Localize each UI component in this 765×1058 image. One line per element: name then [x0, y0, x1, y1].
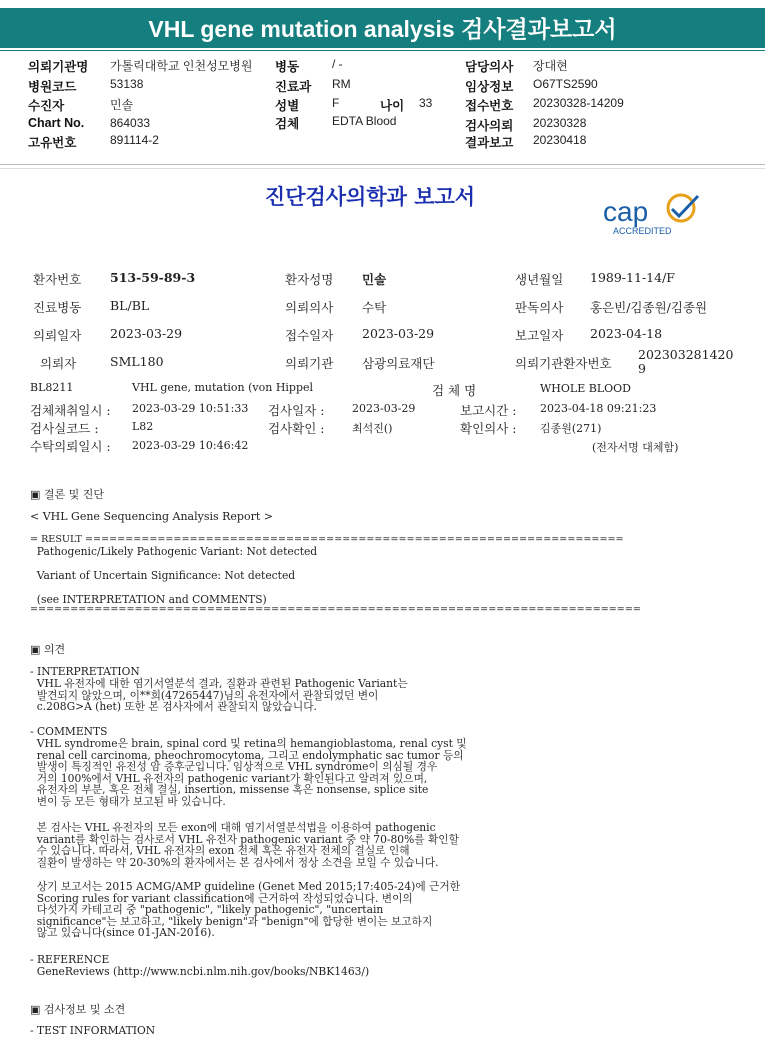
specimen-name-label: 검 체 명	[432, 383, 477, 398]
collected-value: 2023-03-29 10:51:33	[132, 402, 249, 415]
ward-value: / -	[332, 57, 343, 71]
comments-line: 변이 등 모든 형태가 보고된 바 있습니다.	[30, 794, 226, 808]
guideline-line: 상기 보고서는 2015 ACMG/AMP guideline (Genet Med 2015;17:405-24)에 근거한	[30, 880, 461, 893]
specimen-label: 검체	[275, 117, 300, 131]
chart-no-value: 864033	[110, 116, 151, 130]
exam-confirm-label: 검사확인 :	[268, 421, 325, 436]
ward-row-label: 진료병동	[33, 300, 82, 315]
request-date-label: 검사의뢰	[465, 119, 514, 133]
report-day-label: 보고일자	[515, 328, 564, 343]
vus-result: Variant of Uncertain Significance: Not detected	[30, 569, 296, 582]
sex-value: F	[332, 96, 340, 110]
age-label: 나이	[380, 99, 405, 113]
guideline-line: 다섯가지 카테고리 중 "pathogenic", "likely pathogenic", "uncertain	[30, 903, 384, 916]
request-day-value: 2023-03-29	[110, 326, 183, 341]
result-separator: = RESULT ===================================================================	[30, 534, 624, 545]
guideline-line: 않고 있습니다(since 01-JAN-2016).	[30, 926, 215, 939]
report-time-label: 보고시간 :	[460, 403, 517, 418]
patient-no-label: 환자번호	[33, 272, 82, 287]
org-patient-no-value: 202303281420	[638, 347, 734, 362]
comments-line: 거의 100%에서 VHL 유전자의 pathogenic variant가 확인된다고 알려져 있으며,	[30, 771, 428, 785]
doctor-label: 담당의사	[465, 60, 514, 74]
receipt-no-label: 접수번호	[465, 99, 514, 113]
examinee-value: 민솔	[110, 98, 134, 112]
org-patient-no-value-wrap: 9	[638, 361, 646, 376]
pathogenic-result: Pathogenic/Likely Pathogenic Variant: Not detected	[30, 545, 318, 558]
specimen-value: EDTA Blood	[332, 114, 397, 128]
received-label: 수탁의뢰일시 :	[30, 439, 111, 454]
guideline-line: significance"는 보고하고, "likely benign"과 "benign"에 합당한 변이는 보고하지	[30, 914, 433, 928]
hospital-name-label: 의뢰기관명	[28, 60, 89, 74]
chart-no-label: Chart No.	[28, 116, 85, 130]
referring-doctor-value: 수탁	[362, 300, 387, 315]
reference-link: GeneReviews (http://www.ncbi.nlm.nih.gov/books/NBK1463/)	[30, 964, 370, 978]
org-patient-no-label: 의뢰기관환자번호	[515, 356, 612, 371]
info-heading: ▣ 검사정보 및 소견	[30, 1003, 126, 1016]
comments-line: renal cell carcinoma, pheochromocytoma, 그리고 endolymphatic sac tumor 등의	[30, 748, 464, 762]
collected-label: 검체채취일시 :	[30, 403, 111, 418]
request-date-value: 20230328	[533, 116, 587, 130]
receipt-day-label: 접수일자	[285, 328, 334, 343]
requesting-org-value: 삼광의료재단	[362, 356, 435, 371]
document-title: VHL gene mutation analysis 검사결과보고서	[148, 16, 617, 42]
comments-line: 발생이 특징적인 유전성 암 증후군입니다. 임상적으로 VHL syndrome이 의심될 경우	[30, 760, 438, 773]
header-divider-light	[0, 168, 765, 169]
guideline-line: Scoring rules for variant classification에 근거하여 작성되었습니다. 변이의	[30, 891, 413, 905]
referring-doctor-label: 의뢰의사	[285, 300, 334, 315]
patient-name-label: 환자성명	[285, 272, 334, 287]
reference-title: - REFERENCE	[30, 953, 110, 966]
method-line: 본 검사는 VHL 유전자의 모든 exon에 대해 염기서열분석법을 이용하여 pathogenic	[30, 821, 436, 834]
receipt-no-value: 20230328-14209	[533, 96, 624, 110]
header-divider	[0, 164, 765, 165]
unique-no-value: 891114-2	[110, 133, 159, 147]
unique-no-label: 고유번호	[28, 136, 77, 150]
department-label: 진료과	[275, 80, 312, 94]
report-day-value: 2023-04-18	[590, 326, 663, 341]
report-date-label: 결과보고	[465, 136, 514, 150]
receipt-day-value: 2023-03-29	[362, 326, 435, 341]
test-name: VHL gene, mutation (von Hippel	[132, 381, 314, 394]
confirm-doctor-value: 김종원(271)	[540, 422, 602, 435]
lab-code-label: 검사실코드 :	[30, 421, 99, 436]
comments-line: 유전자의 부분, 혹은 전체 결실, insertion, missense 혹은 nonsense, splice site	[30, 783, 429, 796]
department-value: RM	[332, 77, 351, 91]
cap-accredited-logo	[600, 190, 710, 240]
report-name: < VHL Gene Sequencing Analysis Report >	[30, 510, 273, 523]
test-information-title: - TEST INFORMATION	[30, 1024, 156, 1037]
hospital-name-value: 가톨릭대학교 인천성모병원	[110, 59, 253, 73]
method-line: 수 있습니다. 따라서, VHL 유전자의 exon 전체 혹은 유전자 전체의 결실로 인해	[30, 844, 410, 857]
requesting-org-label: 의뢰기관	[285, 356, 334, 371]
reading-doctor-value: 홍은빈/김종원/김종원	[590, 300, 708, 315]
comments-title: - COMMENTS	[30, 725, 108, 738]
clinical-info-label: 임상정보	[465, 80, 514, 94]
birthdate-label: 생년월일	[515, 272, 564, 287]
method-line: variant를 확인하는 검사로서 VHL 유전자 pathogenic variant 중 약 70-80%를 확인할	[30, 832, 459, 846]
see-note: (see INTERPRETATION and COMMENTS)	[30, 593, 267, 606]
comments-line: VHL syndrome은 brain, spinal cord 및 retina의 hemangioblastoma, renal cyst 및	[30, 737, 467, 750]
end-separator: ============================================================================	[30, 604, 641, 615]
examinee-label: 수진자	[28, 99, 65, 113]
exam-confirm-value: 최석진()	[352, 422, 393, 435]
lab-report-heading: 진단검사의학과 보고서	[264, 184, 476, 209]
request-day-label: 의뢰일자	[33, 328, 82, 343]
received-value: 2023-03-29 10:46:42	[132, 439, 249, 452]
opinion-heading: ▣ 의견	[30, 643, 66, 656]
interpretation-line: VHL 유전자에 대한 염기서열분석 결과, 질환과 관련된 Pathogenic Variant는	[30, 677, 408, 690]
electronic-signature-note: (전자서명 대체함)	[592, 441, 679, 454]
exam-date-value: 2023-03-29	[352, 402, 416, 415]
report-date-value: 20230418	[533, 133, 587, 147]
exam-date-label: 검사일자 :	[268, 403, 325, 418]
interpretation-line: c.208G>A (het) 또한 본 검사자에서 관찰되지 않았습니다.	[30, 700, 317, 713]
birthdate-value: 1989-11-14/F	[590, 270, 675, 285]
report-time-value: 2023-04-18 09:21:23	[540, 402, 657, 415]
test-code: BL8211	[30, 381, 74, 394]
confirm-doctor-label: 확인의사 :	[460, 421, 517, 436]
ward-row-value: BL/BL	[110, 298, 150, 313]
doctor-value: 장대현	[533, 59, 568, 73]
age-value: 33	[419, 96, 433, 110]
reading-doctor-label: 판독의사	[515, 300, 564, 315]
cap-logo-subtext: ACCREDITED	[613, 226, 672, 236]
interpretation-title: - INTERPRETATION	[30, 665, 140, 678]
patient-no-value: 513-59-89-3	[110, 270, 196, 285]
hospital-code-label: 병원코드	[28, 80, 77, 94]
hospital-code-value: 53138	[110, 77, 144, 91]
conclusion-heading: ▣ 결론 및 진단	[30, 488, 105, 501]
cap-logo-text: cap	[603, 196, 649, 227]
ward-label: 병동	[275, 60, 300, 74]
clinical-info-value: O67TS2590	[533, 77, 598, 91]
report-title-bar	[0, 8, 765, 48]
specimen-name-value: WHOLE BLOOD	[540, 382, 631, 395]
requester-label: 의뢰자	[40, 356, 77, 371]
method-line: 질환이 발생하는 약 20-30%의 환자에서는 본 검사에서 정상 소견을 보일 수 있습니다.	[30, 855, 439, 869]
interpretation-line: 발견되지 않았으며, 이**희(47265447)님의 유전자에서 관찰되었던 변이	[30, 688, 379, 702]
lab-code-value: L82	[132, 420, 154, 433]
requester-value: SML180	[110, 354, 164, 369]
cap-logo-icon	[600, 190, 710, 240]
patient-name-value: 민솔	[362, 272, 387, 287]
sex-label: 성별	[275, 99, 300, 113]
